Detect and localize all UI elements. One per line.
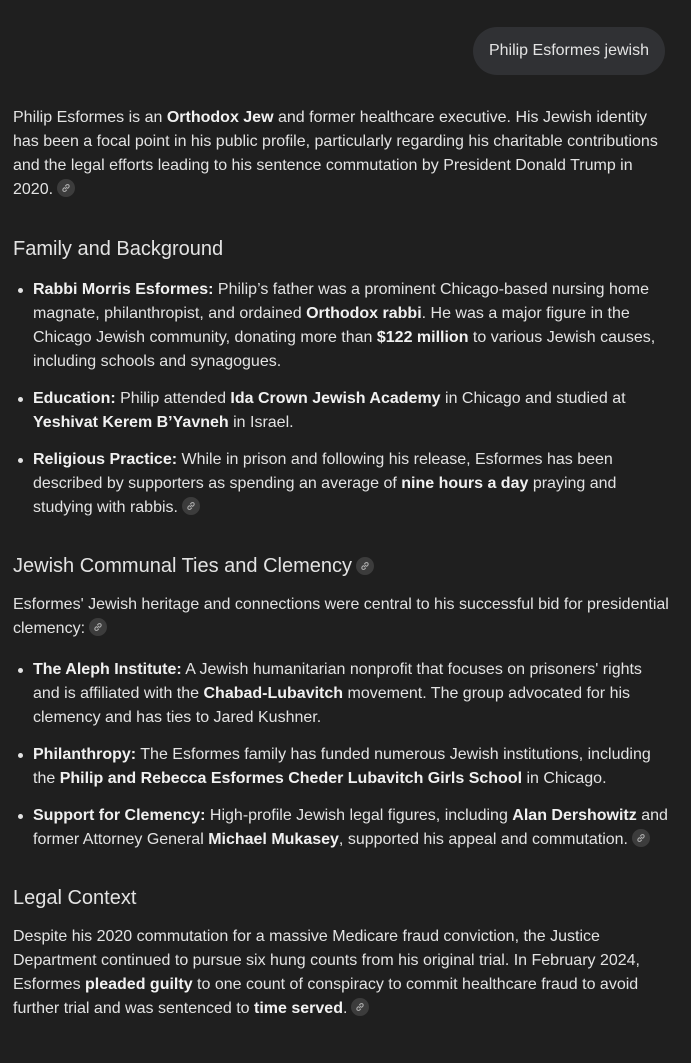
item-text: , supported his appeal and commutation.	[338, 831, 628, 848]
intro-bold: Orthodox Jew	[166, 109, 274, 126]
list-item	[33, 804, 673, 852]
item-text: movement. The group advocated for his clemency and has ties to Jared Kushner.	[33, 685, 631, 726]
item-bold: Alan Dershowitz	[512, 807, 637, 824]
ties-list	[13, 658, 673, 852]
item-bold: $122 million	[376, 329, 469, 346]
link-icon[interactable]	[356, 557, 374, 575]
item-title: Rabbi Morris Esformes:	[33, 281, 214, 298]
legal-text: .	[342, 1000, 348, 1017]
section-heading-ties	[13, 552, 673, 580]
item-text: to various Jewish causes, including schools and synagogues.	[33, 329, 656, 370]
item-title: Support for Clemency:	[33, 807, 206, 824]
item-text: praying and studying with rabbis.	[33, 475, 617, 516]
ties-text: Esformes' Jewish heritage and connections were central to his successful bid for presidential clemency:	[13, 596, 669, 637]
item-text: in Chicago and studied at	[440, 390, 626, 407]
section-heading-legal: Legal Context	[13, 887, 137, 909]
family-list	[13, 278, 673, 520]
link-icon[interactable]	[182, 497, 200, 515]
item-text: While in prison and following his release, Esformes has been described by supporters as spending an average of	[33, 451, 613, 492]
item-title: Philanthropy:	[33, 746, 137, 763]
item-text: High-profile Jewish legal figures, including	[205, 807, 513, 824]
item-text: in Israel.	[228, 414, 294, 431]
item-text: A Jewish humanitarian nonprofit that focuses on prisoners' rights and is affiliated with the	[33, 661, 642, 702]
legal-text: Despite his 2020 commutation for a massive Medicare fraud conviction, the Justice Department continued to pursue six hung counts from his original trial. In February 2024, Esformes	[13, 928, 640, 993]
legal-bold: time served	[254, 1000, 343, 1017]
item-bold: nine hours a day	[401, 475, 529, 492]
list-item	[33, 448, 673, 520]
legal-text: to one count of conspiracy to commit healthcare fraud to avoid further trial and was sentenced to	[13, 976, 639, 1017]
heading-text: Jewish Communal Ties and Clemency	[13, 555, 353, 577]
link-icon[interactable]	[632, 829, 650, 847]
item-bold: Ida Crown Jewish Academy	[230, 390, 441, 407]
item-text: in Chicago.	[522, 770, 607, 787]
item-text: . He was a major figure in the Chicago Jewish community, donating more than	[33, 305, 630, 346]
list-item	[33, 658, 673, 730]
ai-answer	[13, 106, 673, 1021]
link-icon[interactable]	[351, 998, 369, 1016]
item-title: The Aleph Institute:	[33, 661, 182, 678]
legal-bold: pleaded guilty	[85, 976, 193, 993]
item-text: Philip’s father was a prominent Chicago-based nursing home magnate, philanthropist, and ordained	[33, 281, 649, 322]
item-bold: Orthodox rabbi	[306, 305, 422, 322]
section-heading-family: Family and Background	[13, 238, 224, 260]
intro-text: and former healthcare executive. His Jewish identity has been a focal point in his public profile, particularly regarding his charitable contributions and the legal efforts leading to his sentence commutation by President Donald Trump in 2020.	[13, 109, 658, 198]
item-text: and former Attorney General	[33, 807, 668, 848]
link-icon[interactable]	[89, 618, 107, 636]
item-bold: Chabad-Lubavitch	[203, 685, 344, 702]
item-bold: Philip and Rebecca Esformes Cheder Lubavitch Girls School	[59, 770, 523, 787]
item-title: Religious Practice:	[33, 451, 178, 468]
item-bold: Michael Mukasey	[208, 831, 339, 848]
list-item	[33, 278, 673, 374]
list-item	[33, 743, 673, 791]
item-title: Education:	[33, 390, 116, 407]
item-bold: Yeshivat Kerem B’Yavneh	[33, 414, 229, 431]
intro-text: Philip Esformes is an	[13, 109, 167, 126]
intro-paragraph	[13, 106, 673, 202]
user-query-bubble: Philip Esformes jewish	[473, 27, 665, 75]
link-icon[interactable]	[57, 179, 75, 197]
item-text: Philip attended	[115, 390, 231, 407]
ties-paragraph	[13, 593, 673, 641]
legal-paragraph	[13, 925, 673, 1021]
item-text: The Esformes family has funded numerous Jewish institutions, including the	[33, 746, 651, 787]
list-item	[33, 387, 673, 435]
